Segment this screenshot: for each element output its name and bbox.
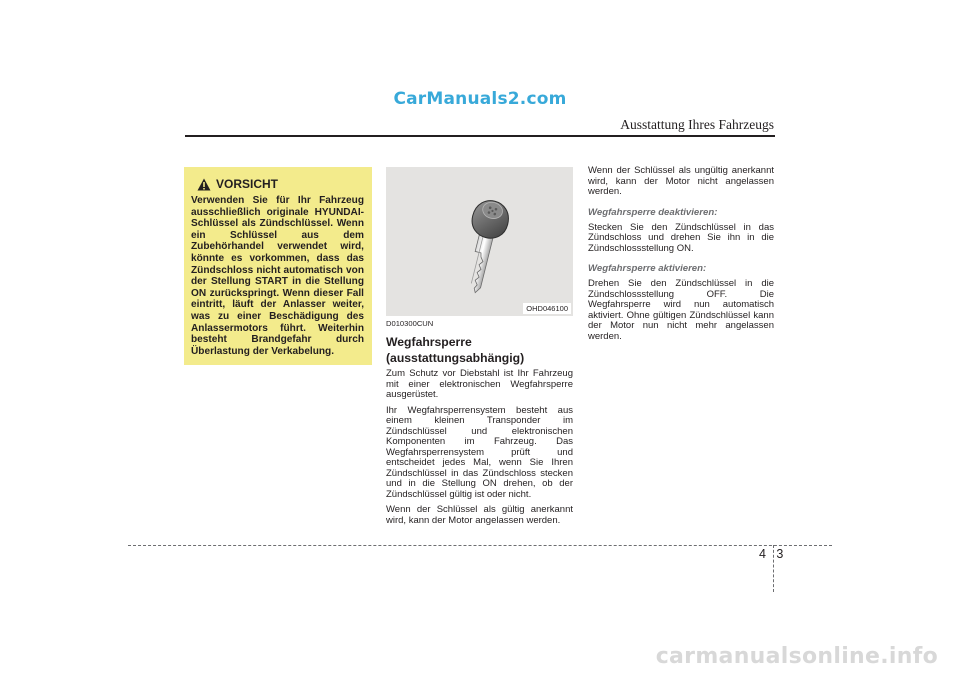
caution-text: Verwenden Sie für Ihr Fahrzeug ausschließlich originale HYUNDAI-Schlüssel als Zündschlüssel. Wenn ein Schlüssel aus dem Zubehörhandel verwendet wird, könnte es vorkommen, dass das Zündschloss nicht automatisch von der Stellung START in die Stellung ON zurückspringt. Wenn dieser Fall eintritt, läuft der Anlasser weiter, was zu einer Beschädigung des Anlassermotors führt. Weiterhin besteht Brandgefahr durch Überlastung der Verkabelung. [191,195,364,357]
page-number-value: 3 [776,547,784,561]
page-number-separator [773,545,775,592]
caution-title: VORSICHT [216,177,279,191]
immobilizer-instructions [588,166,774,347]
watermark-carmanualsonline: carmanualsonline.info [655,644,938,669]
deactivate-subheading: Wegfahrsperre deaktivieren: [588,206,718,218]
section-paragraph: Ihr Wegfahrsperrensystem besteht aus einem kleinen Transponder im Zündschlüssel und elektronischen Komponenten im Fahrzeug. Das Wegfahrsperrensystem prüft und entscheidet jedes Mal, wenn Sie Ihren Zündschlüssel in das Zündschloss stecken und in die Stellung ON drehen, ob der Zündschlüssel gültig ist oder nicht. [386,404,573,500]
section-paragraph: Wenn der Schlüssel als gültig anerkannt wird, kann der Motor angelassen werden. [386,504,573,526]
invalid-key-paragraph: Wenn der Schlüssel als ungültig anerkannt wird, kann der Motor nicht angelassen werden. [588,165,774,197]
section-header-title: Ausstattung Ihres Fahrzeugs [620,117,774,132]
key-illustration [386,167,573,316]
activate-subheading: Wegfahrsperre aktivieren: [588,263,707,274]
warning-triangle-icon [197,178,211,191]
header-divider [185,135,775,137]
deactivate-paragraph: Stecken Sie den Zündschlüssel in das Zündschloss und drehen Sie ihn in die Zündschlossstellung ON. [588,221,774,254]
watermark-carmanuals2: CarManuals2.com [393,89,567,109]
immobilizer-section [386,319,573,531]
footer-divider [128,545,832,546]
section-paragraph: Zum Schutz vor Diebstahl ist Ihr Fahrzeug mit einer elektronischen Wegfahrsperre ausgerüstet. [386,368,573,400]
activate-paragraph: Drehen Sie den Zündschlüssel in die Zündschlossstellung OFF. Die Wegfahrsperre wird nun automatisch aktiviert. Ohne gültigen Zündschlüssel kann der Motor nun nicht mehr angelassen werden. [588,278,774,342]
section-code: D010300CUN [386,319,434,328]
section-heading: Wegfahrsperre (ausstattungsabhängig) [386,335,525,365]
chapter-number: 4 [759,547,766,561]
figure-code-label: OHD046100 [523,303,571,314]
caution-header [197,175,364,193]
ignition-key-icon [386,167,573,316]
caution-box [184,167,372,365]
page-number [759,547,783,561]
